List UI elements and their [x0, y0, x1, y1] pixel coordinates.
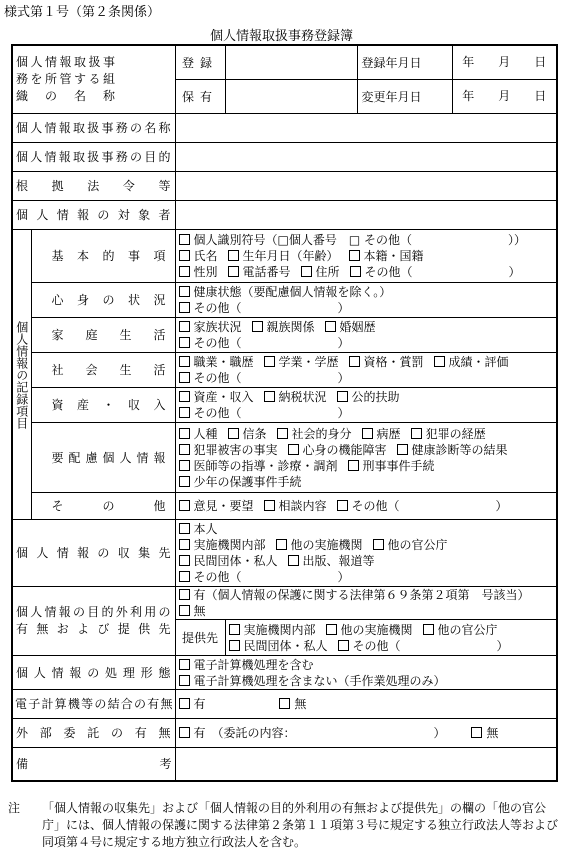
option-line	[179, 335, 554, 351]
footnote	[8, 800, 558, 851]
checkbox-label: 実施機関内部	[243, 622, 316, 637]
record-items-label: 個人情報の記録項目	[14, 320, 29, 429]
option-line	[179, 442, 554, 458]
option-line	[179, 284, 554, 300]
affair-purpose-label: 個人情報取扱事務の目的	[16, 150, 172, 164]
footnote-head: 注	[8, 801, 21, 815]
option-line	[179, 232, 554, 248]
checkbox[interactable]	[411, 428, 422, 439]
checkbox-label: 医師等の指導・診療・調剤	[193, 458, 338, 473]
checkbox-option[interactable]	[228, 265, 291, 279]
checkbox-option[interactable]	[179, 475, 302, 489]
checkbox-option[interactable]	[338, 639, 509, 653]
checkbox[interactable]	[179, 571, 190, 582]
remarks-value[interactable]	[175, 748, 557, 781]
outsourcing-yes-checkbox[interactable]	[179, 727, 190, 738]
checkbox[interactable]	[179, 444, 190, 455]
checkbox-label: その他（ ）	[193, 406, 350, 420]
checkbox-label: 家族状況	[193, 320, 242, 334]
checkbox[interactable]	[326, 624, 337, 635]
checkbox-option[interactable]	[288, 443, 387, 457]
checkbox[interactable]	[179, 356, 190, 367]
option-line	[179, 603, 554, 619]
checkbox-option[interactable]	[277, 427, 352, 441]
checkbox-option[interactable]	[179, 499, 254, 513]
checkbox-option[interactable]	[179, 336, 350, 350]
checkbox-option[interactable]	[264, 499, 327, 513]
checkbox-label: 健康状態（要配慮個人情報を除く。）	[193, 285, 392, 299]
social-label: 社会生活	[51, 363, 167, 377]
checkbox-label: 電子計算機処理を含む	[193, 657, 314, 672]
change-date-cell	[357, 80, 557, 114]
option-line	[179, 264, 554, 280]
sensitive-options	[175, 423, 557, 493]
checkbox-label: 実施機関内部	[193, 538, 266, 552]
checkbox[interactable]	[349, 250, 360, 261]
checkbox-label: 他の官公庁	[387, 538, 448, 552]
hold-label: 保有	[175, 80, 225, 114]
checkbox-option[interactable]	[301, 265, 340, 279]
checkbox-label: 出版、報道等	[302, 554, 375, 568]
checkbox-label: 人種	[193, 426, 218, 441]
checkbox-option[interactable]	[373, 538, 448, 552]
checkbox-label: 電話番号	[242, 265, 291, 279]
processing-options	[175, 656, 557, 690]
linkage-no-checkbox[interactable]	[279, 698, 290, 709]
target-value[interactable]	[175, 201, 557, 230]
outsourcing-no-label: 無	[486, 726, 499, 740]
checkbox-option[interactable]	[179, 355, 254, 369]
checkbox-label: 心身の機能障害	[302, 442, 387, 457]
checkbox[interactable]	[350, 266, 361, 277]
checkbox-option[interactable]	[337, 499, 508, 513]
checkbox-option[interactable]	[423, 623, 498, 637]
option-line	[179, 370, 554, 386]
checkbox-label: その他（ ）	[193, 570, 350, 584]
mind-body-options	[175, 283, 557, 318]
checkbox[interactable]	[325, 321, 336, 332]
option-line	[179, 474, 554, 490]
option-line	[179, 248, 554, 264]
checkbox-option[interactable]	[229, 639, 328, 653]
checkbox[interactable]	[179, 266, 190, 277]
checkbox-option[interactable]	[434, 355, 509, 369]
checkbox-option[interactable]	[362, 427, 401, 441]
checkbox[interactable]	[179, 659, 190, 670]
checkbox[interactable]	[338, 640, 349, 651]
checkbox-label: 他の実施機関	[290, 538, 363, 552]
checkbox-option[interactable]	[179, 570, 350, 584]
checkbox-option[interactable]	[264, 390, 327, 404]
register-date-value[interactable]: 年 月 日	[452, 46, 557, 79]
checkbox-option[interactable]	[179, 427, 218, 441]
checkbox[interactable]	[179, 428, 190, 439]
mind-body-label: 心身の状況	[51, 293, 167, 307]
checkbox[interactable]	[423, 624, 434, 635]
family-options	[175, 318, 557, 353]
option-line	[179, 537, 554, 553]
checkbox[interactable]	[228, 266, 239, 277]
option-line	[179, 389, 554, 405]
option-line	[179, 319, 554, 335]
checkbox-label: 成績・評価	[448, 355, 509, 369]
checkbox-label: 社会的身分	[291, 426, 352, 441]
checkbox-option[interactable]	[179, 301, 350, 315]
page-title: 個人情報取扱事務登録簿	[209, 29, 353, 44]
checkbox-option[interactable]	[179, 522, 218, 536]
option-line	[179, 498, 554, 514]
checkbox[interactable]	[264, 356, 275, 367]
checkbox[interactable]	[301, 266, 312, 277]
checkbox-label: 納税状況	[278, 390, 327, 404]
checkbox-label: 親族関係	[266, 320, 315, 334]
form-reference: 様式第１号（第２条関係）	[4, 5, 161, 20]
checkbox[interactable]	[229, 624, 240, 635]
basic-label: 基本的事項	[51, 249, 167, 263]
sensitive-label: 要配慮個人情報	[51, 450, 167, 465]
checkbox-option[interactable]	[288, 554, 375, 568]
checkbox-label: 本人	[193, 522, 218, 536]
collection-options	[175, 520, 557, 587]
checkbox-option[interactable]	[276, 538, 363, 552]
checkbox-option[interactable]	[411, 427, 486, 441]
option-line	[179, 587, 554, 603]
checkbox-label: 意見・要望	[193, 499, 254, 513]
checkbox-option[interactable]	[179, 658, 314, 672]
checkbox-label: その他（ ）	[193, 301, 350, 315]
checkbox[interactable]	[179, 539, 190, 550]
checkbox-option[interactable]	[179, 554, 278, 568]
checkbox[interactable]	[179, 555, 190, 566]
outsourcing-yes-label: 有 （委託の内容： ）	[193, 726, 446, 740]
option-line	[179, 673, 554, 689]
checkbox-label: 他の実施機関	[340, 622, 413, 637]
checkbox-label: 住所	[315, 265, 340, 279]
checkbox-label: 婚姻歴	[339, 320, 376, 334]
outsourcing-label: 外部委託の有無	[16, 726, 172, 740]
checkbox-option[interactable]	[348, 459, 435, 473]
checkbox[interactable]	[179, 407, 190, 418]
checkbox[interactable]	[277, 428, 288, 439]
checkbox[interactable]	[179, 250, 190, 261]
checkbox-label: 職業・職歴	[193, 355, 254, 369]
checkbox[interactable]	[179, 476, 190, 487]
checkbox[interactable]	[337, 500, 348, 511]
checkbox-option[interactable]	[179, 604, 206, 618]
checkbox-option[interactable]	[337, 390, 400, 404]
checkbox[interactable]	[229, 640, 240, 651]
option-line	[179, 569, 554, 585]
outside-use-label: 個人情報の目的外利用の有無および提供先	[16, 605, 172, 636]
checkbox-label: 信条	[242, 426, 267, 441]
affair-name-label: 個人情報取扱事務の名称	[16, 121, 172, 135]
checkbox[interactable]	[228, 428, 239, 439]
affair-purpose-value[interactable]	[175, 143, 557, 172]
checkbox-option[interactable]	[228, 249, 339, 263]
target-label: 個人情報の対象者	[16, 208, 172, 222]
checkbox-option[interactable]	[179, 320, 242, 334]
basic-options	[175, 230, 557, 283]
assets-options	[175, 388, 557, 423]
checkbox-option[interactable]	[264, 355, 339, 369]
org-label-cell	[12, 45, 175, 114]
checkbox-label: その他（ ）	[193, 371, 350, 385]
checkbox-label: 犯罪の経歴	[425, 426, 486, 441]
checkbox[interactable]	[264, 500, 275, 511]
register-date-label: 登録年月日	[361, 55, 422, 70]
legal-basis-label: 根拠法令等	[16, 179, 172, 193]
checkbox[interactable]	[228, 250, 239, 261]
change-date-label: 変更年月日	[361, 89, 422, 104]
checkbox-option[interactable]	[179, 588, 530, 602]
checkbox[interactable]	[373, 539, 384, 550]
checkbox[interactable]	[179, 460, 190, 471]
checkbox-label: 学業・学歴	[278, 355, 339, 369]
option-line	[229, 638, 554, 654]
option-line	[179, 657, 554, 673]
checkbox-option[interactable]	[179, 371, 350, 385]
checkbox-option[interactable]	[179, 674, 446, 688]
option-line	[229, 622, 554, 638]
option-line	[179, 354, 554, 370]
checkbox-option[interactable]	[179, 249, 218, 263]
checkbox-option[interactable]	[179, 459, 338, 473]
option-line	[179, 426, 554, 442]
checkbox[interactable]	[434, 356, 445, 367]
provider-options	[225, 620, 557, 656]
footnote-body: 「個人情報の収集先」および「個人情報の目的外利用の有無および提供先」の欄の「他の官公庁」には、個人情報の保護に関する法律第２条第１１項第３号に規定する独立行政法人等および同項第４号に規定する地方独立行政法人を含む。	[42, 801, 559, 849]
register-value[interactable]	[225, 45, 357, 80]
social-options	[175, 353, 557, 388]
checkbox-option[interactable]	[179, 265, 218, 279]
checkbox-option[interactable]	[179, 390, 254, 404]
checkbox[interactable]	[179, 589, 190, 600]
register-date-cell	[357, 45, 557, 80]
other-label: その他	[51, 499, 167, 513]
checkbox-option[interactable]	[252, 320, 315, 334]
checkbox-option[interactable]	[179, 285, 392, 299]
checkbox-label: 犯罪被害の事実	[193, 442, 278, 457]
checkbox-label: 氏名	[193, 249, 218, 263]
checkbox-label: 本籍・国籍	[363, 249, 424, 263]
checkbox-option[interactable]	[349, 355, 424, 369]
checkbox[interactable]	[179, 605, 190, 616]
processing-label: 個人情報の処理形態	[16, 665, 172, 680]
checkbox-label: 民間団体・私人	[243, 638, 328, 653]
checkbox-option[interactable]	[397, 443, 508, 457]
checkbox[interactable]	[264, 391, 275, 402]
collection-label: 個人情報の収集先	[16, 546, 172, 560]
checkbox-label: 資産・収入	[193, 390, 254, 404]
checkbox-label: 資格・賞罰	[363, 355, 424, 369]
change-date-value[interactable]: 年 月 日	[452, 80, 557, 113]
family-label: 家庭生活	[51, 328, 167, 342]
checkbox[interactable]	[179, 337, 190, 348]
checkbox-option[interactable]	[179, 443, 278, 457]
checkbox[interactable]	[179, 372, 190, 383]
checkbox-label: 性別	[193, 265, 218, 279]
option-line	[179, 458, 554, 474]
checkbox-option[interactable]	[179, 233, 527, 247]
checkbox-label: その他（ ）	[351, 499, 508, 513]
checkbox-label: 公的扶助	[351, 390, 400, 404]
linkage-no-label: 無	[294, 697, 307, 711]
linkage-options	[175, 690, 557, 719]
linkage-label: 電子計算機等の結合の有無	[15, 697, 173, 711]
checkbox-label: 少年の保護事件手続	[193, 474, 302, 489]
checkbox-label: 他の官公庁	[437, 622, 498, 637]
checkbox[interactable]	[337, 391, 348, 402]
checkbox-option[interactable]	[179, 406, 350, 420]
checkbox[interactable]	[179, 391, 190, 402]
checkbox[interactable]	[252, 321, 263, 332]
checkbox[interactable]	[179, 500, 190, 511]
checkbox-label: 無	[193, 604, 206, 618]
assets-label: 資産・収入	[51, 398, 167, 412]
checkbox[interactable]	[276, 539, 287, 550]
checkbox[interactable]	[179, 302, 190, 313]
checkbox-option[interactable]	[350, 265, 521, 279]
checkbox-label: その他（ ）	[364, 265, 521, 279]
checkbox-label: 個人識別符号（□個人番号 □ その他（ ））	[193, 233, 526, 247]
legal-basis-value[interactable]	[175, 172, 557, 201]
option-line	[179, 300, 554, 316]
record-items-group	[12, 230, 31, 520]
register-label: 登録	[175, 45, 225, 80]
checkbox[interactable]	[362, 428, 373, 439]
checkbox-option[interactable]	[179, 538, 266, 552]
checkbox-label: 電子計算機処理を含まない（手作業処理のみ）	[193, 673, 446, 688]
checkbox-label: 刑事事件手続	[362, 458, 435, 473]
other-options	[175, 493, 557, 520]
outside-use-options	[175, 587, 557, 620]
registration-table	[11, 44, 558, 782]
checkbox-label: 相談内容	[278, 499, 327, 513]
checkbox[interactable]	[349, 356, 360, 367]
org-label: 個人情報取扱事務を所管する組織の名称	[16, 55, 116, 103]
linkage-yes-checkbox[interactable]	[179, 698, 190, 709]
checkbox[interactable]	[179, 523, 190, 534]
checkbox[interactable]	[179, 234, 190, 245]
outsourcing-options	[175, 719, 557, 748]
checkbox-option[interactable]	[229, 623, 316, 637]
option-line	[179, 521, 554, 537]
checkbox-label: 有（個人情報の保護に関する法律第６９条第２項第 号該当）	[193, 588, 530, 602]
checkbox[interactable]	[288, 444, 299, 455]
outsourcing-no-checkbox[interactable]	[471, 727, 482, 738]
checkbox-option[interactable]	[349, 249, 424, 263]
checkbox[interactable]	[179, 321, 190, 332]
linkage-yes-label: 有	[193, 697, 206, 711]
checkbox[interactable]	[288, 555, 299, 566]
checkbox-label: その他（ ）	[352, 638, 509, 653]
checkbox[interactable]	[397, 444, 408, 455]
checkbox-option[interactable]	[325, 320, 376, 334]
provider-label: 提供先	[175, 620, 225, 656]
checkbox-label: 生年月日（年齢）	[242, 249, 339, 263]
checkbox-label: 病歴	[376, 426, 401, 441]
hold-value[interactable]	[225, 80, 357, 114]
checkbox[interactable]	[348, 460, 359, 471]
checkbox-label: その他（ ）	[193, 336, 350, 350]
remarks-label: 備考	[16, 756, 172, 771]
checkbox-label: 健康診断等の結果	[411, 442, 508, 457]
checkbox-option[interactable]	[326, 623, 413, 637]
checkbox[interactable]	[179, 286, 190, 297]
checkbox-label: 民間団体・私人	[193, 554, 278, 568]
checkbox[interactable]	[179, 675, 190, 686]
option-line	[179, 553, 554, 569]
checkbox-option[interactable]	[228, 427, 267, 441]
affair-name-value[interactable]	[175, 114, 557, 143]
option-line	[179, 405, 554, 421]
